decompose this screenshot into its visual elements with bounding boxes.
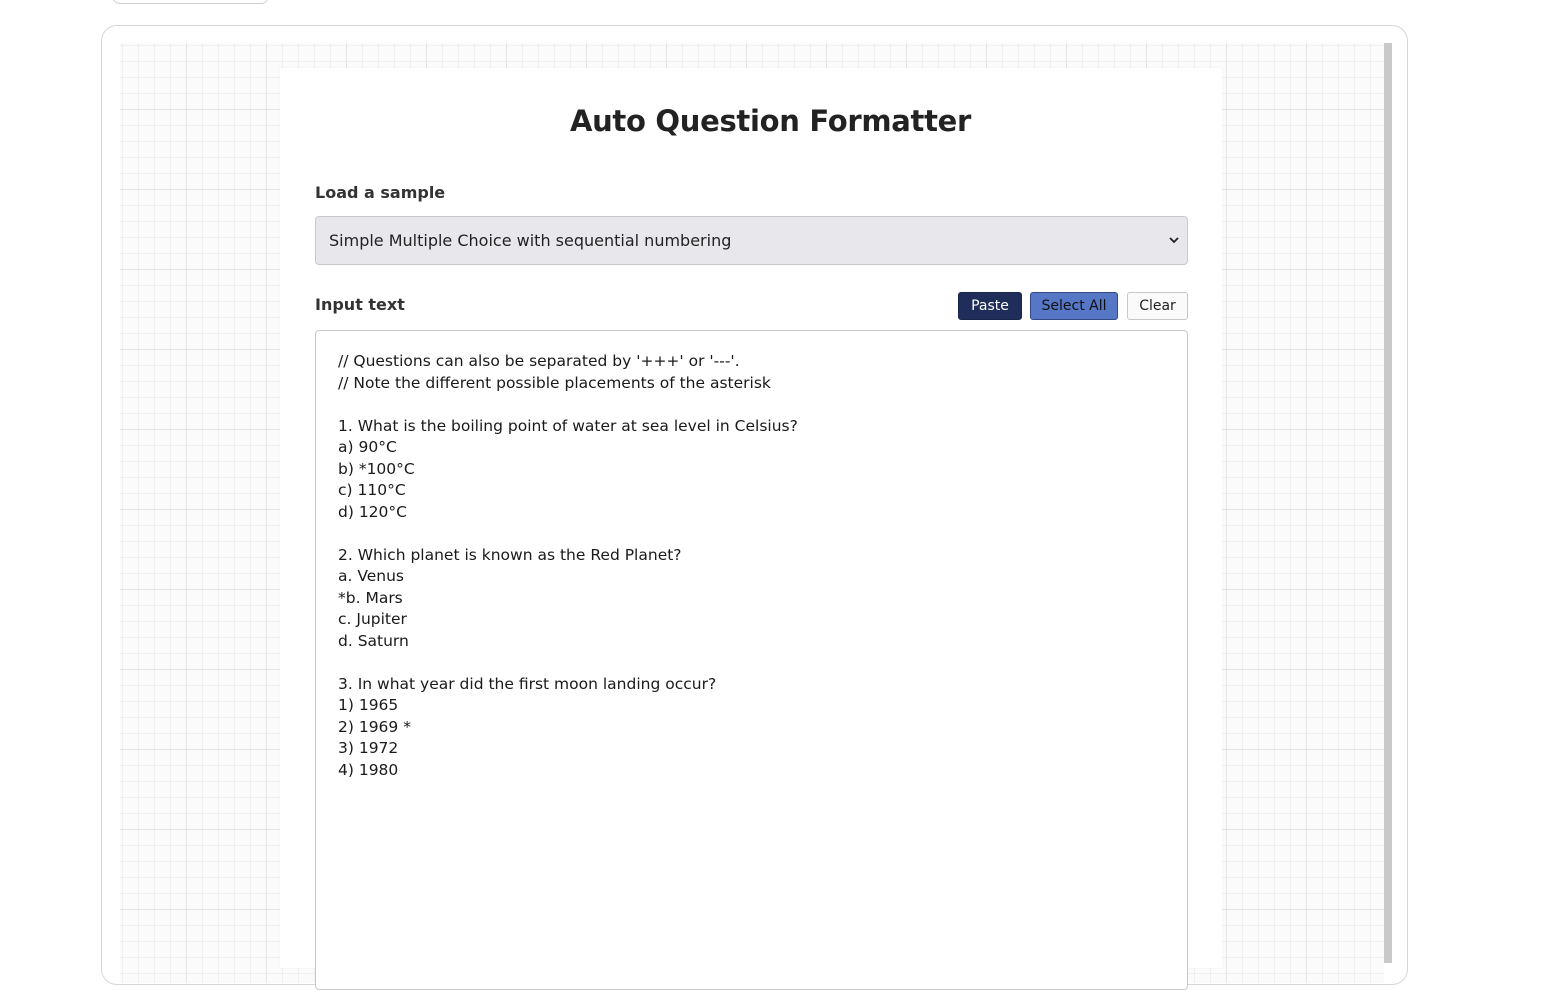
sample-label: Load a sample xyxy=(315,183,446,202)
text-line: c. Jupiter xyxy=(338,610,407,628)
text-line: 1) 1965 xyxy=(338,696,399,714)
scrollbar[interactable] xyxy=(1384,43,1392,963)
text-line: 3) 1972 xyxy=(338,739,399,757)
sample-select-value: Simple Multiple Choice with sequential numbering xyxy=(329,231,732,250)
text-line: 4) 1980 xyxy=(338,760,399,779)
sample-select[interactable] xyxy=(315,216,1188,265)
input-textarea[interactable] xyxy=(315,330,1188,990)
select-all-button[interactable]: Select All xyxy=(1030,292,1118,320)
text-line xyxy=(338,523,1165,545)
text-line: a) 90°C xyxy=(338,438,397,456)
top-tab-fragment xyxy=(112,0,269,4)
paste-button[interactable]: Paste xyxy=(958,292,1022,320)
text-line: 3. In what year did the first moon landing occur? xyxy=(338,674,717,693)
text-line: 2) 1969 * xyxy=(338,717,411,736)
text-line: c) 110°C xyxy=(338,481,406,499)
text-line: b) *100°C xyxy=(338,459,415,478)
input-label: Input text xyxy=(315,295,405,314)
text-line: *b. Mars xyxy=(338,588,403,607)
clear-button[interactable]: Clear xyxy=(1127,292,1188,320)
chevron-down-icon xyxy=(1168,234,1180,246)
text-line: 2. Which planet is known as the Red Planet? xyxy=(338,545,682,564)
text-line: 1. What is the boiling point of water at sea level in Celsius? xyxy=(338,416,798,435)
text-line xyxy=(338,652,1165,674)
text-line: // Note the different possible placements of the asterisk xyxy=(338,373,771,392)
text-line xyxy=(338,394,1165,416)
page-title: Auto Question Formatter xyxy=(569,104,972,138)
text-line: a. Venus xyxy=(338,567,405,585)
text-line: // Questions can also be separated by '+++' or '---'. xyxy=(338,352,740,370)
text-line: d. Saturn xyxy=(338,631,409,650)
text-line: d) 120°C xyxy=(338,502,407,521)
